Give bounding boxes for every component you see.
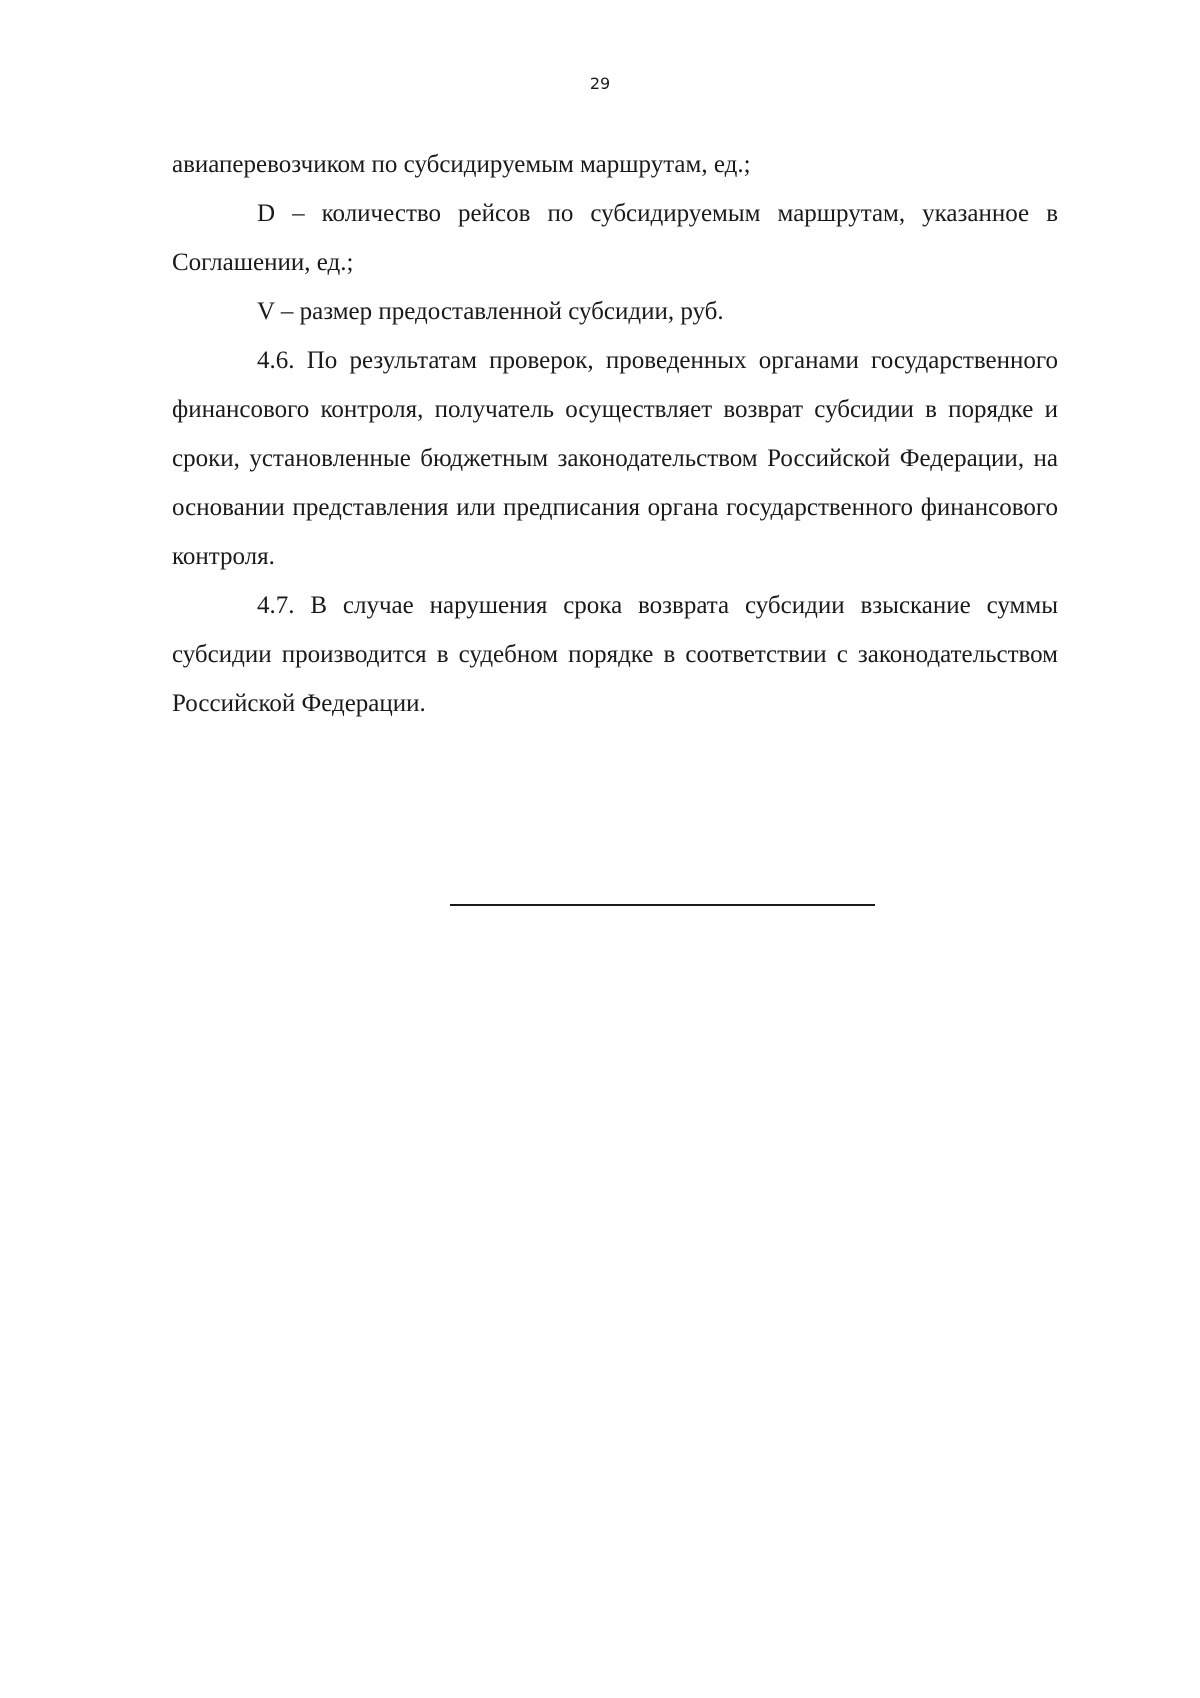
paragraph-d-definition: D – количество рейсов по субсидируемым маршрутам, указанное в Соглашении, ед.; <box>172 200 1058 276</box>
page-number: 29 <box>589 74 611 93</box>
paragraph-v-definition: V – размер предоставленной субсидии, руб. <box>257 298 724 325</box>
paragraph-clause-4-7: 4.7. В случае нарушения срока возврата субсидии взыскание суммы субсидии производится в судебном порядке в соответствии с законодательством Российской Федерации. <box>172 592 1058 717</box>
document-body <box>172 140 1058 728</box>
paragraph-continuation: авиаперевозчиком по субсидируемым маршрутам, ед.; <box>172 151 751 178</box>
paragraph-clause-4-6: 4.6. По результатам проверок, проведенных органами государственного финансового контроля, получатель осуществляет возврат субсидии в порядке и сроки, установленные бюджетным законодательством Российской Федерации, на основании представления или предписания органа государственного финансового контроля. <box>172 347 1058 570</box>
end-separator-line <box>450 904 875 906</box>
